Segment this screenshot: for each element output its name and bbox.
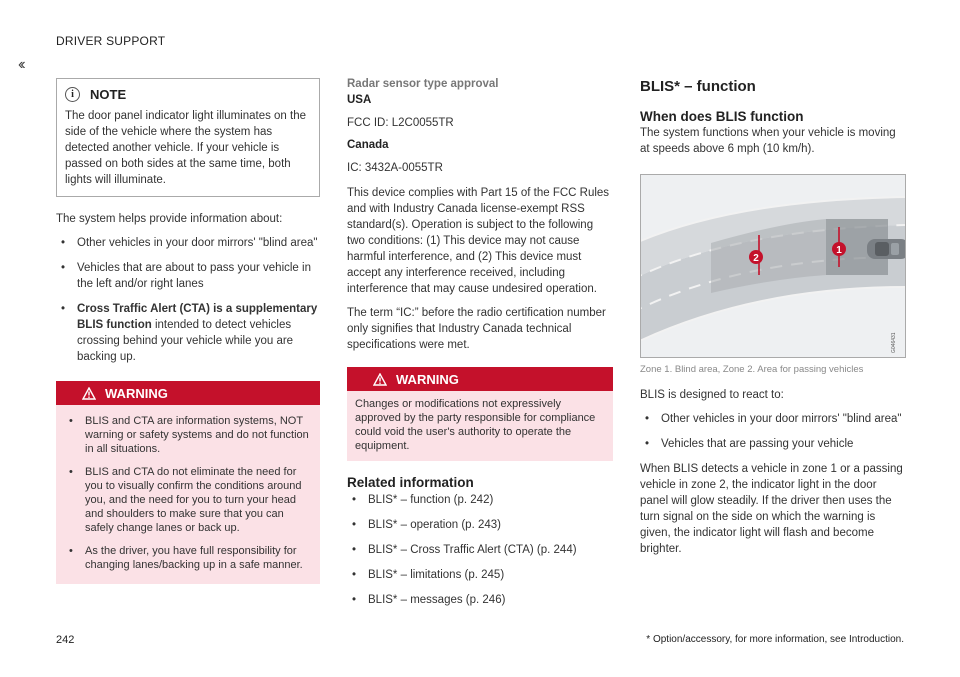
column-2 xyxy=(347,78,613,617)
zone-2-label: 2 xyxy=(753,253,759,264)
warning-header xyxy=(347,367,613,391)
bold-lead: Cross Traffic Alert (CTA) is a supplementary BLIS function xyxy=(77,303,318,331)
related-link[interactable]: • BLIS* – Cross Traffic Alert (CTA) (p. 244) xyxy=(347,542,613,558)
info-icon: i xyxy=(65,87,80,102)
list-item: • Other vehicles in your door mirrors' "blind area" xyxy=(56,235,320,251)
related-list xyxy=(347,492,613,608)
canada-text: IC: 3432A-0055TR xyxy=(347,162,443,174)
warning-box xyxy=(56,381,320,584)
list-item: • As the driver, you have full responsibility for changing lanes/backing up in a safe manner. xyxy=(64,544,310,572)
note-box xyxy=(56,78,320,197)
double-chevron-left-icon[interactable]: ‹‹ xyxy=(18,56,23,73)
list-item: • Vehicles that are passing your vehicle xyxy=(640,436,906,452)
usa-text: FCC ID: L2C0055TR xyxy=(347,117,454,129)
section-title: BLIS* – function xyxy=(640,78,756,95)
page-number: 242 xyxy=(56,634,75,646)
speed-text: The system functions when your vehicle is moving at speeds above 6 mph (10 km/h). xyxy=(640,127,896,155)
zone-1-label: 1 xyxy=(836,245,842,256)
related-link[interactable]: • BLIS* – messages (p. 246) xyxy=(347,592,613,608)
road-illustration xyxy=(641,175,905,357)
react-text: BLIS is designed to react to: xyxy=(640,389,784,401)
react-list xyxy=(640,411,906,452)
figure-caption: Zone 1. Blind area, Zone 2. Area for passing vehicles xyxy=(640,364,864,375)
page-header-title: DRIVER SUPPORT xyxy=(56,34,166,48)
warning-triangle-icon xyxy=(82,387,96,400)
detect-text: When BLIS detects a vehicle in zone 1 or a passing vehicle in zone 2, the indicator light in the door panel will glow steadily. If the driver then uses the turn signal on the side on which the warning is given, the indicator light will flash and become brighter. xyxy=(640,463,903,555)
list-item: • Cross Traffic Alert (CTA) is a supplementary BLIS function intended to detect vehicles crossing behind your vehicle while you are backing up. xyxy=(56,301,320,365)
canada-label: Canada xyxy=(347,139,389,151)
compliance-text: This device complies with Part 15 of the FCC Rules and with Industry Canada license-exempt RSS standard(s). Operation is subject to the following two conditions: (1) This device may not cause harmful interference, and (2) This device must accept any interference received, including interference that may cause undesired operation. xyxy=(347,187,610,295)
column-1 xyxy=(56,78,320,584)
related-heading: Related information xyxy=(347,475,474,490)
note-header xyxy=(65,87,311,102)
warning-title: WARNING xyxy=(105,385,168,401)
figure-code: G046431 xyxy=(891,332,897,353)
footnote: * Option/accessory, for more information, see Introduction. xyxy=(646,634,904,645)
note-text: The door panel indicator light illuminates on the side of the vehicle where the system has detected another vehicle. If your vehicle is passed on both sides at the same time, both lights will illuminate. xyxy=(65,110,307,186)
warning-body xyxy=(347,391,613,461)
column-3 xyxy=(640,78,906,557)
warning-title: WARNING xyxy=(396,371,459,387)
warning-text: Changes or modifications not expressively approved by the party responsible for compliance could void the user's authority to operate the equipment. xyxy=(355,398,596,452)
intro-text: The system helps provide information about: xyxy=(56,213,283,225)
warning-box-2 xyxy=(347,367,613,461)
warning-list xyxy=(64,414,310,572)
list-item: • Other vehicles in your door mirrors' "blind area" xyxy=(640,411,906,427)
note-title: NOTE xyxy=(90,87,127,102)
list-item: • BLIS and CTA do not eliminate the need for you to visually confirm the conditions around you, and the need for you to turn your head and shoulders to make sure that you can safely change lanes or back up. xyxy=(64,465,310,535)
related-link[interactable]: • BLIS* – operation (p. 243) xyxy=(347,517,613,533)
warning-header xyxy=(56,381,320,405)
usa-label: USA xyxy=(347,94,372,106)
blis-zone-figure xyxy=(640,174,906,358)
ic-note-text: The term “IC:” before the radio certification number only signifies that Industry Canada technical specifications were met. xyxy=(347,307,606,351)
warning-triangle-icon xyxy=(373,373,387,386)
car-icon xyxy=(867,239,905,259)
warning-body xyxy=(56,405,320,584)
list-item: • BLIS and CTA are information systems, NOT warning or safety systems and do not function in all situations. xyxy=(64,414,310,456)
list-item: • Vehicles that are about to pass your vehicle in the left and/or right lanes xyxy=(56,260,320,292)
related-link[interactable]: • BLIS* – limitations (p. 245) xyxy=(347,567,613,583)
section-subtitle: When does BLIS function xyxy=(640,109,804,124)
info-list xyxy=(56,235,320,365)
related-link[interactable]: • BLIS* – function (p. 242) xyxy=(347,492,613,508)
radar-heading: Radar sensor type approval xyxy=(347,78,499,90)
